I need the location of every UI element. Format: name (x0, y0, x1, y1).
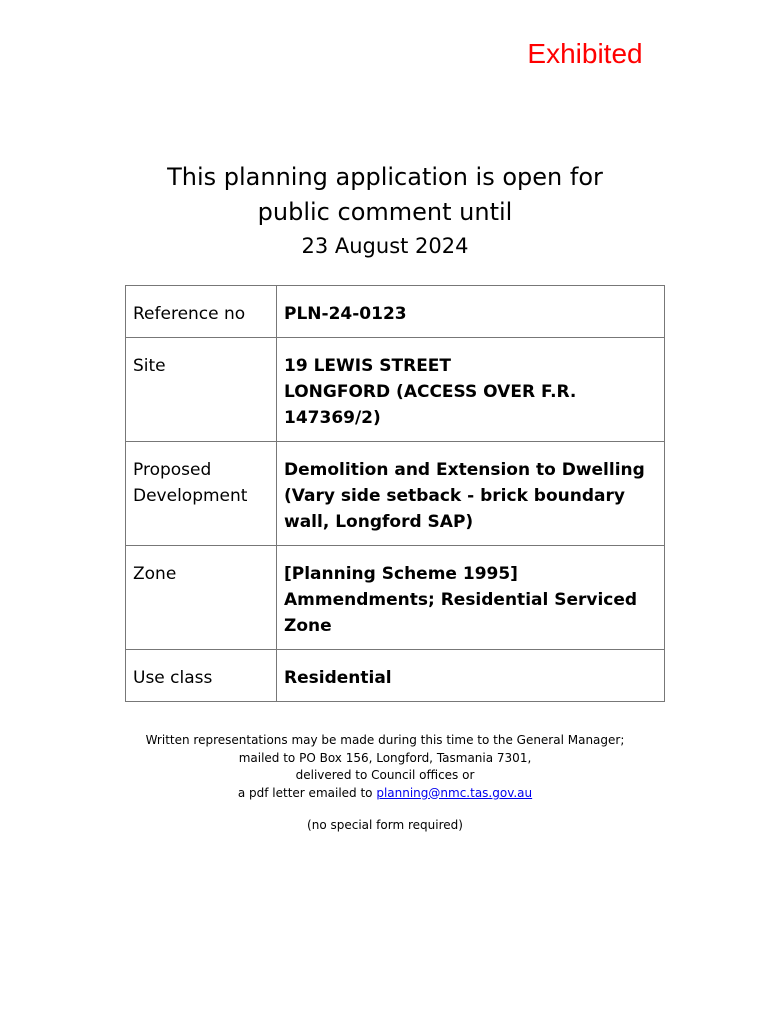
instructions-line-3: delivered to Council offices or (295, 768, 475, 782)
instructions-line-2: mailed to PO Box 156, Longford, Tasmania 7301, (238, 750, 532, 765)
label-site: Site (126, 338, 277, 442)
table-row-reference (126, 286, 665, 338)
heading-line-2: public comment until (257, 198, 513, 226)
table-row-use-class (126, 650, 665, 702)
value-zone: [Planning Scheme 1995] Ammendments; Residential Serviced Zone (277, 546, 665, 650)
notice-heading (0, 160, 770, 263)
value-proposed-development: Demolition and Extension to Dwelling (Vary side setback - brick boundary wall, Longford SAP) (277, 442, 665, 546)
instructions-line-4 (0, 785, 770, 803)
value-reference-no: PLN-24-0123 (277, 286, 665, 338)
table-row-zone (126, 546, 665, 650)
submission-instructions (0, 732, 770, 802)
closing-date: 23 August 2024 (301, 234, 469, 258)
value-use-class: Residential (277, 650, 665, 702)
label-use-class: Use class (126, 650, 277, 702)
exhibited-stamp: Exhibited (527, 38, 643, 69)
application-details-table (125, 285, 665, 702)
table-row-proposed-development (126, 442, 665, 546)
table-row-site (126, 338, 665, 442)
no-form-required-note: (no special form required) (307, 818, 463, 832)
label-zone: Zone (126, 546, 277, 650)
email-prefix: a pdf letter emailed to (237, 785, 377, 800)
value-site: 19 LEWIS STREET LONGFORD (ACCESS OVER F.R. 147369/2) (277, 338, 665, 442)
label-proposed-development: Proposed Development (126, 442, 277, 546)
label-reference-no: Reference no (126, 286, 277, 338)
heading-line-1: This planning application is open for (167, 163, 603, 191)
email-link[interactable]: planning@nmc.tas.gov.au (376, 785, 533, 800)
instructions-line-1: Written representations may be made during this time to the General Manager; (145, 733, 625, 747)
